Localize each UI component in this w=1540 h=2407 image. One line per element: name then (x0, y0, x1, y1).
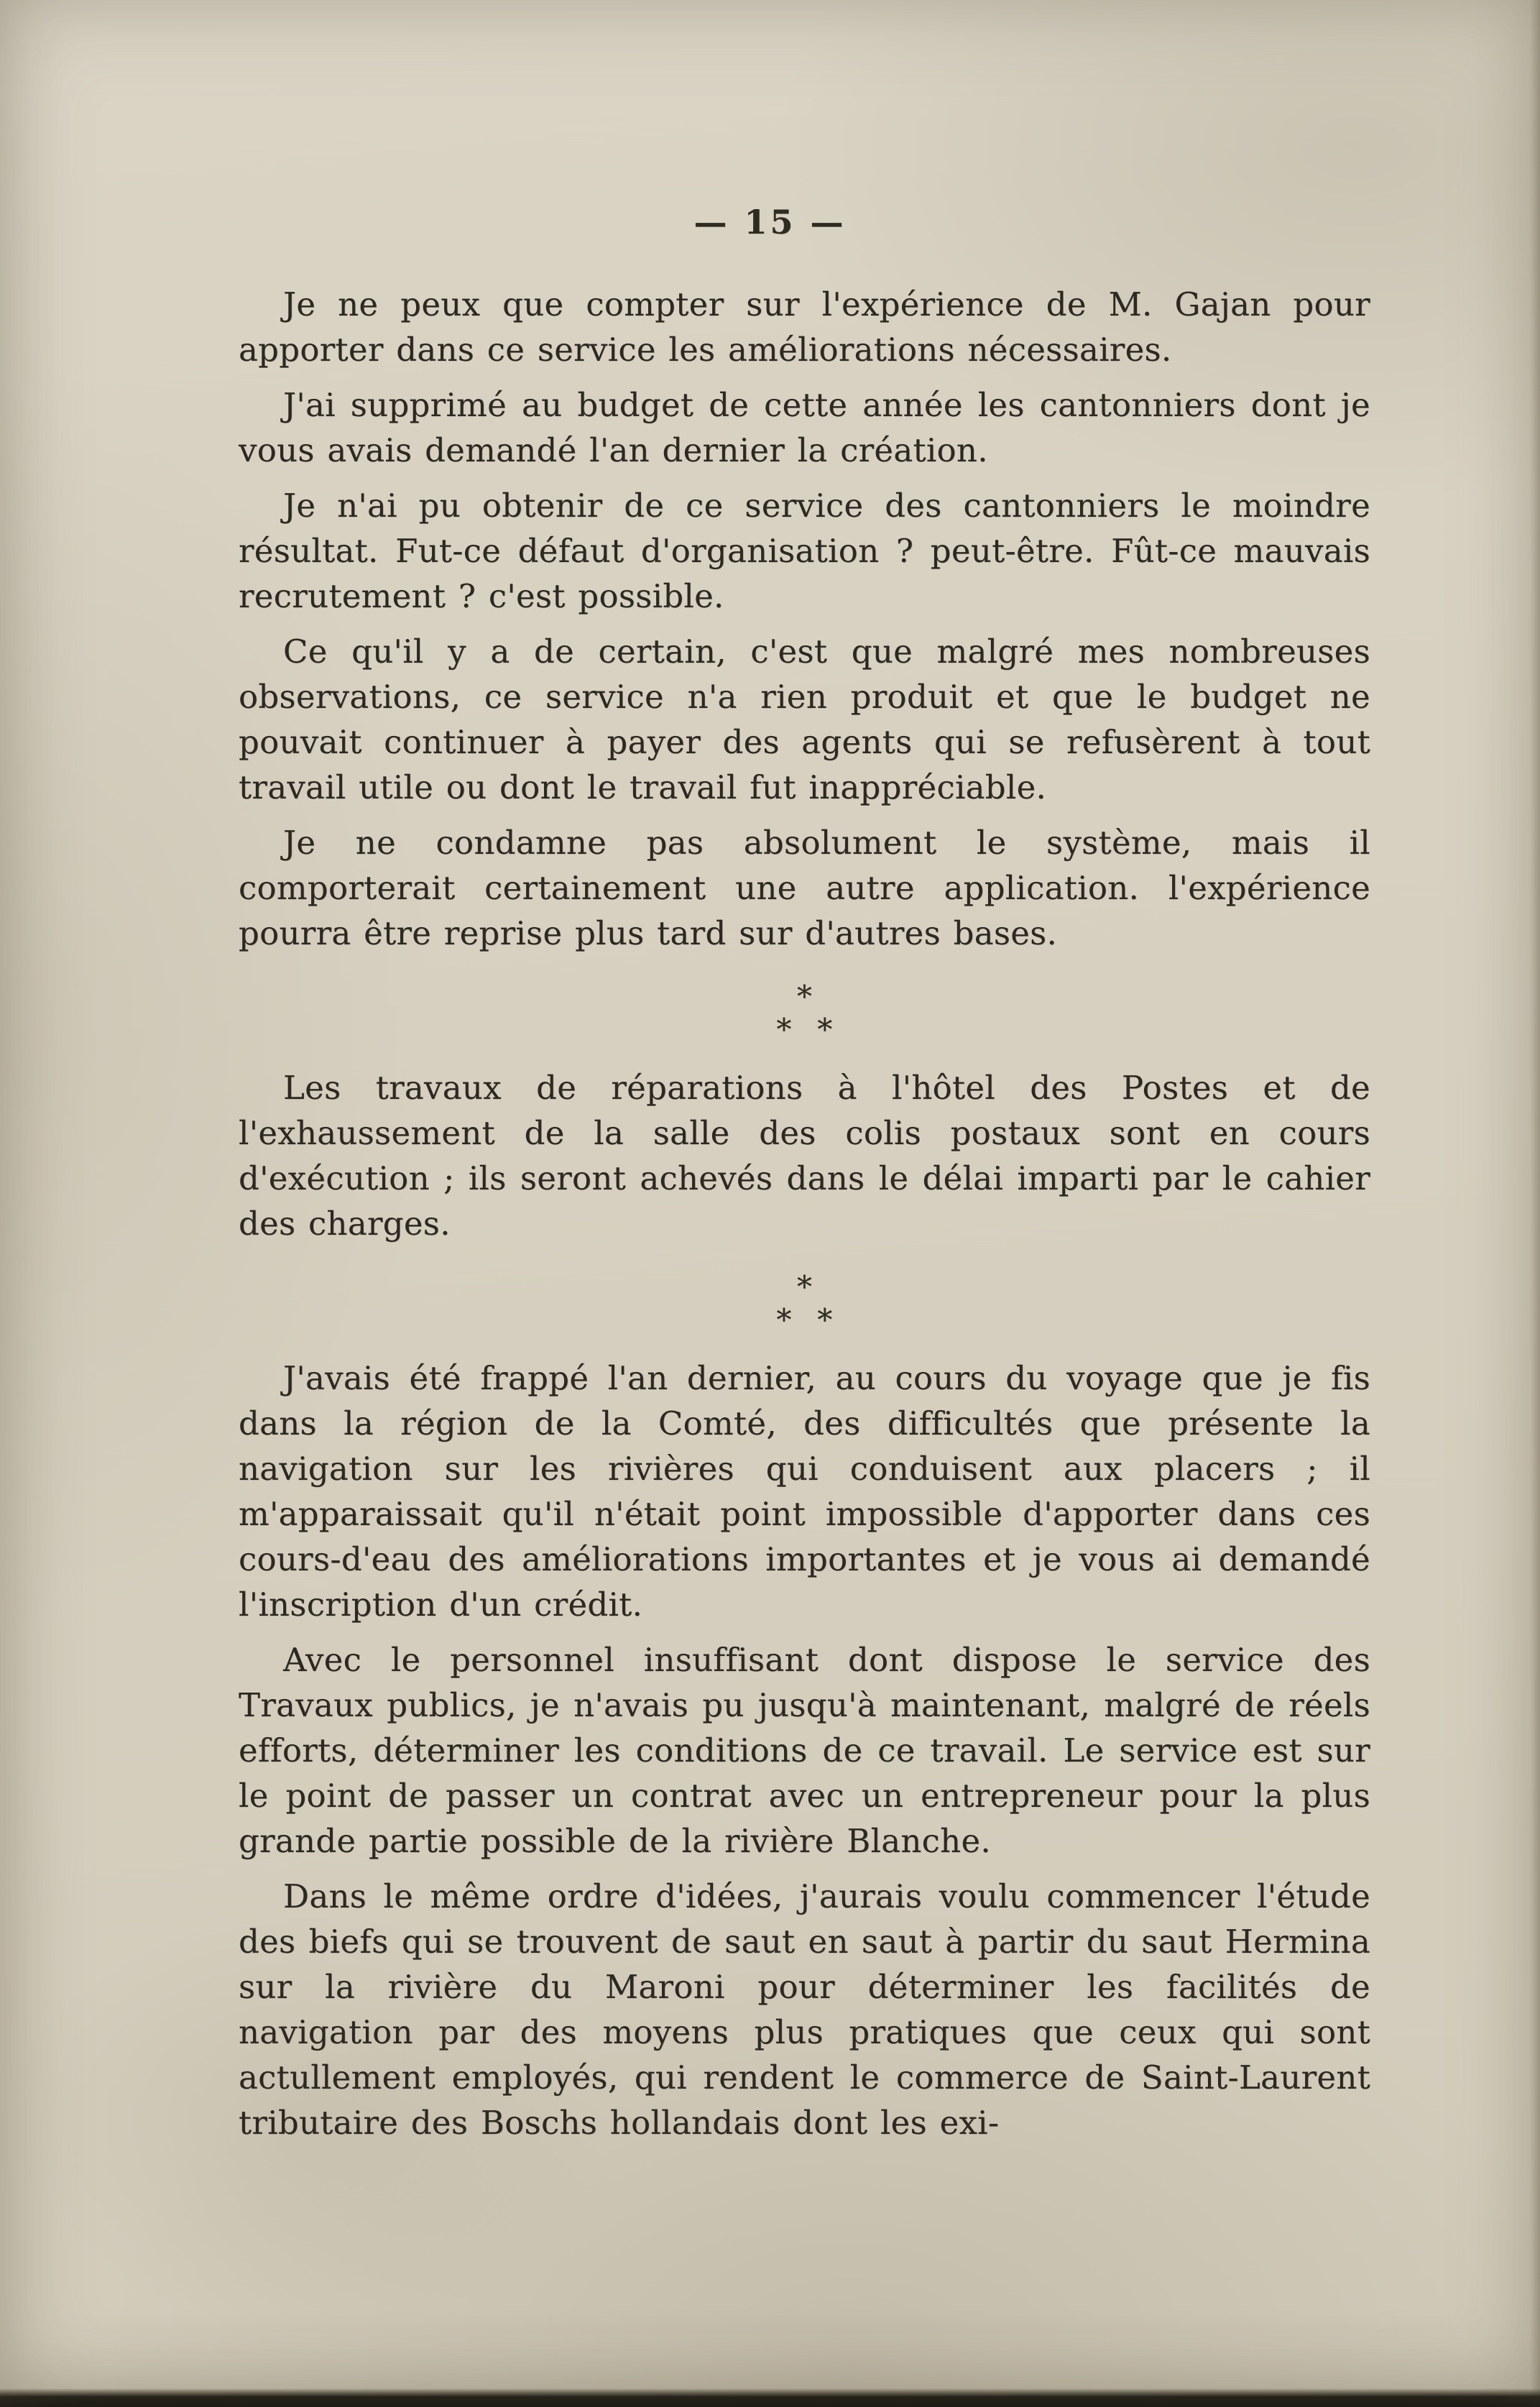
paragraph: Ce qu'il y a de certain, c'est que malgré mes nombreuses observations, ce service n'a rien produit et que le budget ne pouvait continuer à payer des agents qui se refusèrent à tout travail utile ou dont le travail fut inappréciable. (239, 632, 1370, 806)
paragraph: J'avais été frappé l'an dernier, au cours du voyage que je fis dans la région de la Comté, des difficultés que présente la navigation sur les rivières qui conduisent aux placers ; il m'apparaissait qu'il n'était point impossible d'apporter dans ces cours-d'eau des améliorations importantes et je vous ai demandé l'inscription d'un crédit. (239, 1359, 1370, 1624)
scan-edge-artifact (1530, 0, 1540, 2407)
asterisk-icon: * (796, 979, 813, 1014)
asterisk-icon: * (796, 1269, 813, 1304)
paragraph: Avec le personnel insuffisant dont dispose le service des Travaux publics, je n'avais pu jusqu'à maintenant, malgré de réels efforts, déterminer les conditions de ce travail. Le service est sur le point de passer un contrat avec un entrepreneur pour la plus grande partie possible de la rivière Blanche. (239, 1641, 1370, 1860)
paragraph: Je ne condamne pas absolument le système, mais il comporterait certainement une autre application. l'expérience pourra être reprise plus tard sur d'autres bases. (239, 824, 1370, 952)
paragraph: Je n'ai pu obtenir de ce service des cantonniers le moindre résultat. Fut-ce défaut d'organisation ? peut-être. Fût-ce mauvais recrutement ? c'est possible. (239, 487, 1370, 615)
scan-edge-artifact (0, 2388, 1540, 2407)
asterisk-icon: * * (776, 1012, 833, 1047)
section-separator (239, 1271, 1370, 1337)
page-number: — 15 — (693, 203, 847, 241)
paragraph: J'ai supprimé au budget de cette année les cantonniers dont je vous avais demandé l'an dernier la création. (239, 386, 1370, 469)
section-separator (239, 980, 1370, 1046)
paragraph: Les travaux de réparations à l'hôtel des Postes et de l'exhaussement de la salle des colis postaux sont en cours d'exécution ; ils seront achevés dans le délai imparti par le cahier des charges. (239, 1069, 1370, 1243)
text-block (239, 282, 1370, 2145)
paragraph: Dans le même ordre d'idées, j'aurais voulu commencer l'étude des biefs qui se trouvent de saut en saut à partir du saut Hermina sur la rivière du Maroni pour déterminer les facilités de navigation par des moyens plus pratiques que ceux qui sont actullement employés, qui rendent le commerce de Saint-Laurent tributaire des Boschs hollandais dont les exi- (239, 1877, 1370, 2142)
paragraph: Je ne peux que compter sur l'expérience de M. Gajan pour apporter dans ce service les améliorations nécessaires. (239, 285, 1370, 369)
asterisk-icon: * * (776, 1302, 833, 1338)
